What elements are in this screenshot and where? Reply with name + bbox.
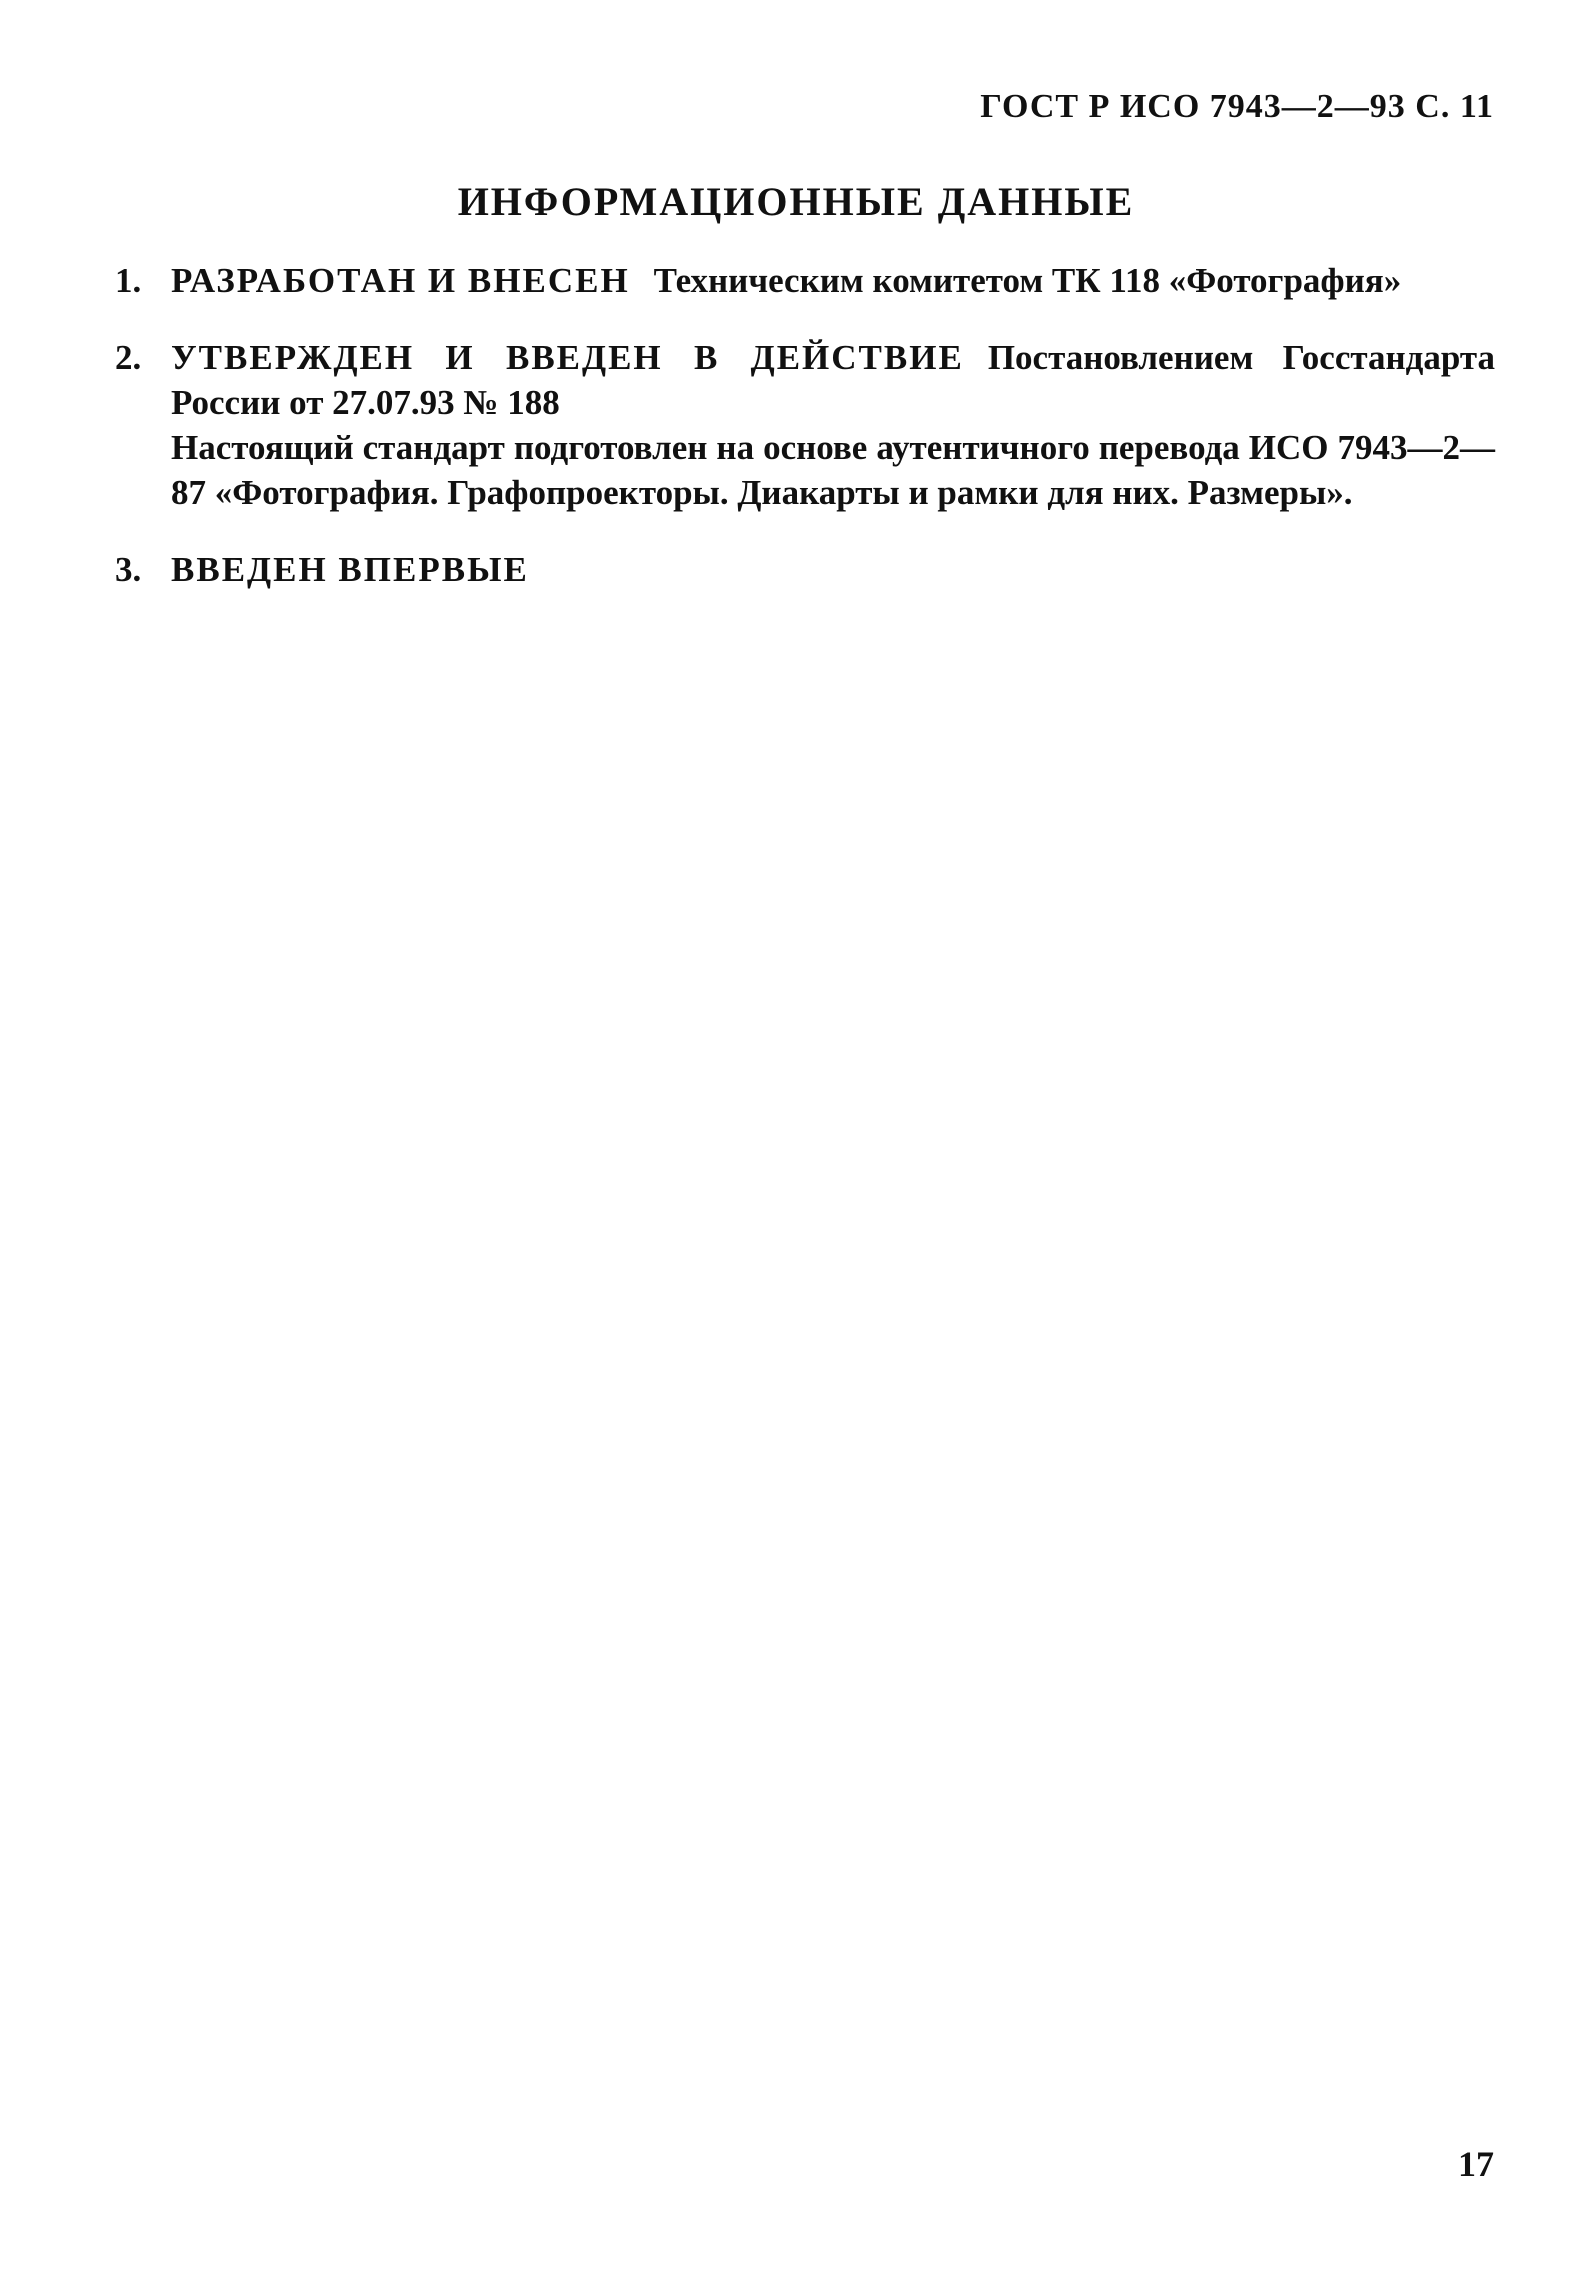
item-number: 1. (115, 261, 142, 300)
item-note: Настоящий стандарт подготовлен на основе аутентичного перевода ИСО 7943—2—87 «Фотография. Графопроекторы. Диакарты и рамки для них. Размеры». (171, 428, 1495, 512)
item-body (171, 335, 1495, 515)
information-list (115, 258, 1495, 624)
item-lead: ВВЕДЕН ВПЕРВЫЕ (171, 550, 529, 589)
item-number: 2. (115, 338, 142, 377)
list-item (115, 547, 1495, 592)
standard-reference: ГОСТ Р ИСО 7943—2—93 С. 11 (980, 88, 1494, 125)
item-body (171, 547, 1495, 592)
page-number: 17 (1458, 2144, 1494, 2184)
item-body (171, 258, 1495, 303)
list-item (115, 258, 1495, 303)
item-text: Техническим комитетом ТК 118 «Фотография» (653, 261, 1402, 300)
item-number: 3. (115, 550, 142, 589)
section-title: ИНФОРМАЦИОННЫЕ ДАННЫЕ (457, 179, 1135, 224)
item-text: Постановлением Госстандарта России от 27.07.93 № 188 (171, 338, 1495, 422)
list-item (115, 335, 1495, 515)
item-lead: УТВЕРЖДЕН И ВВЕДЕН В ДЕЙСТВИЕ (171, 338, 964, 377)
item-lead: РАЗРАБОТАН И ВНЕСЕН (171, 261, 630, 300)
